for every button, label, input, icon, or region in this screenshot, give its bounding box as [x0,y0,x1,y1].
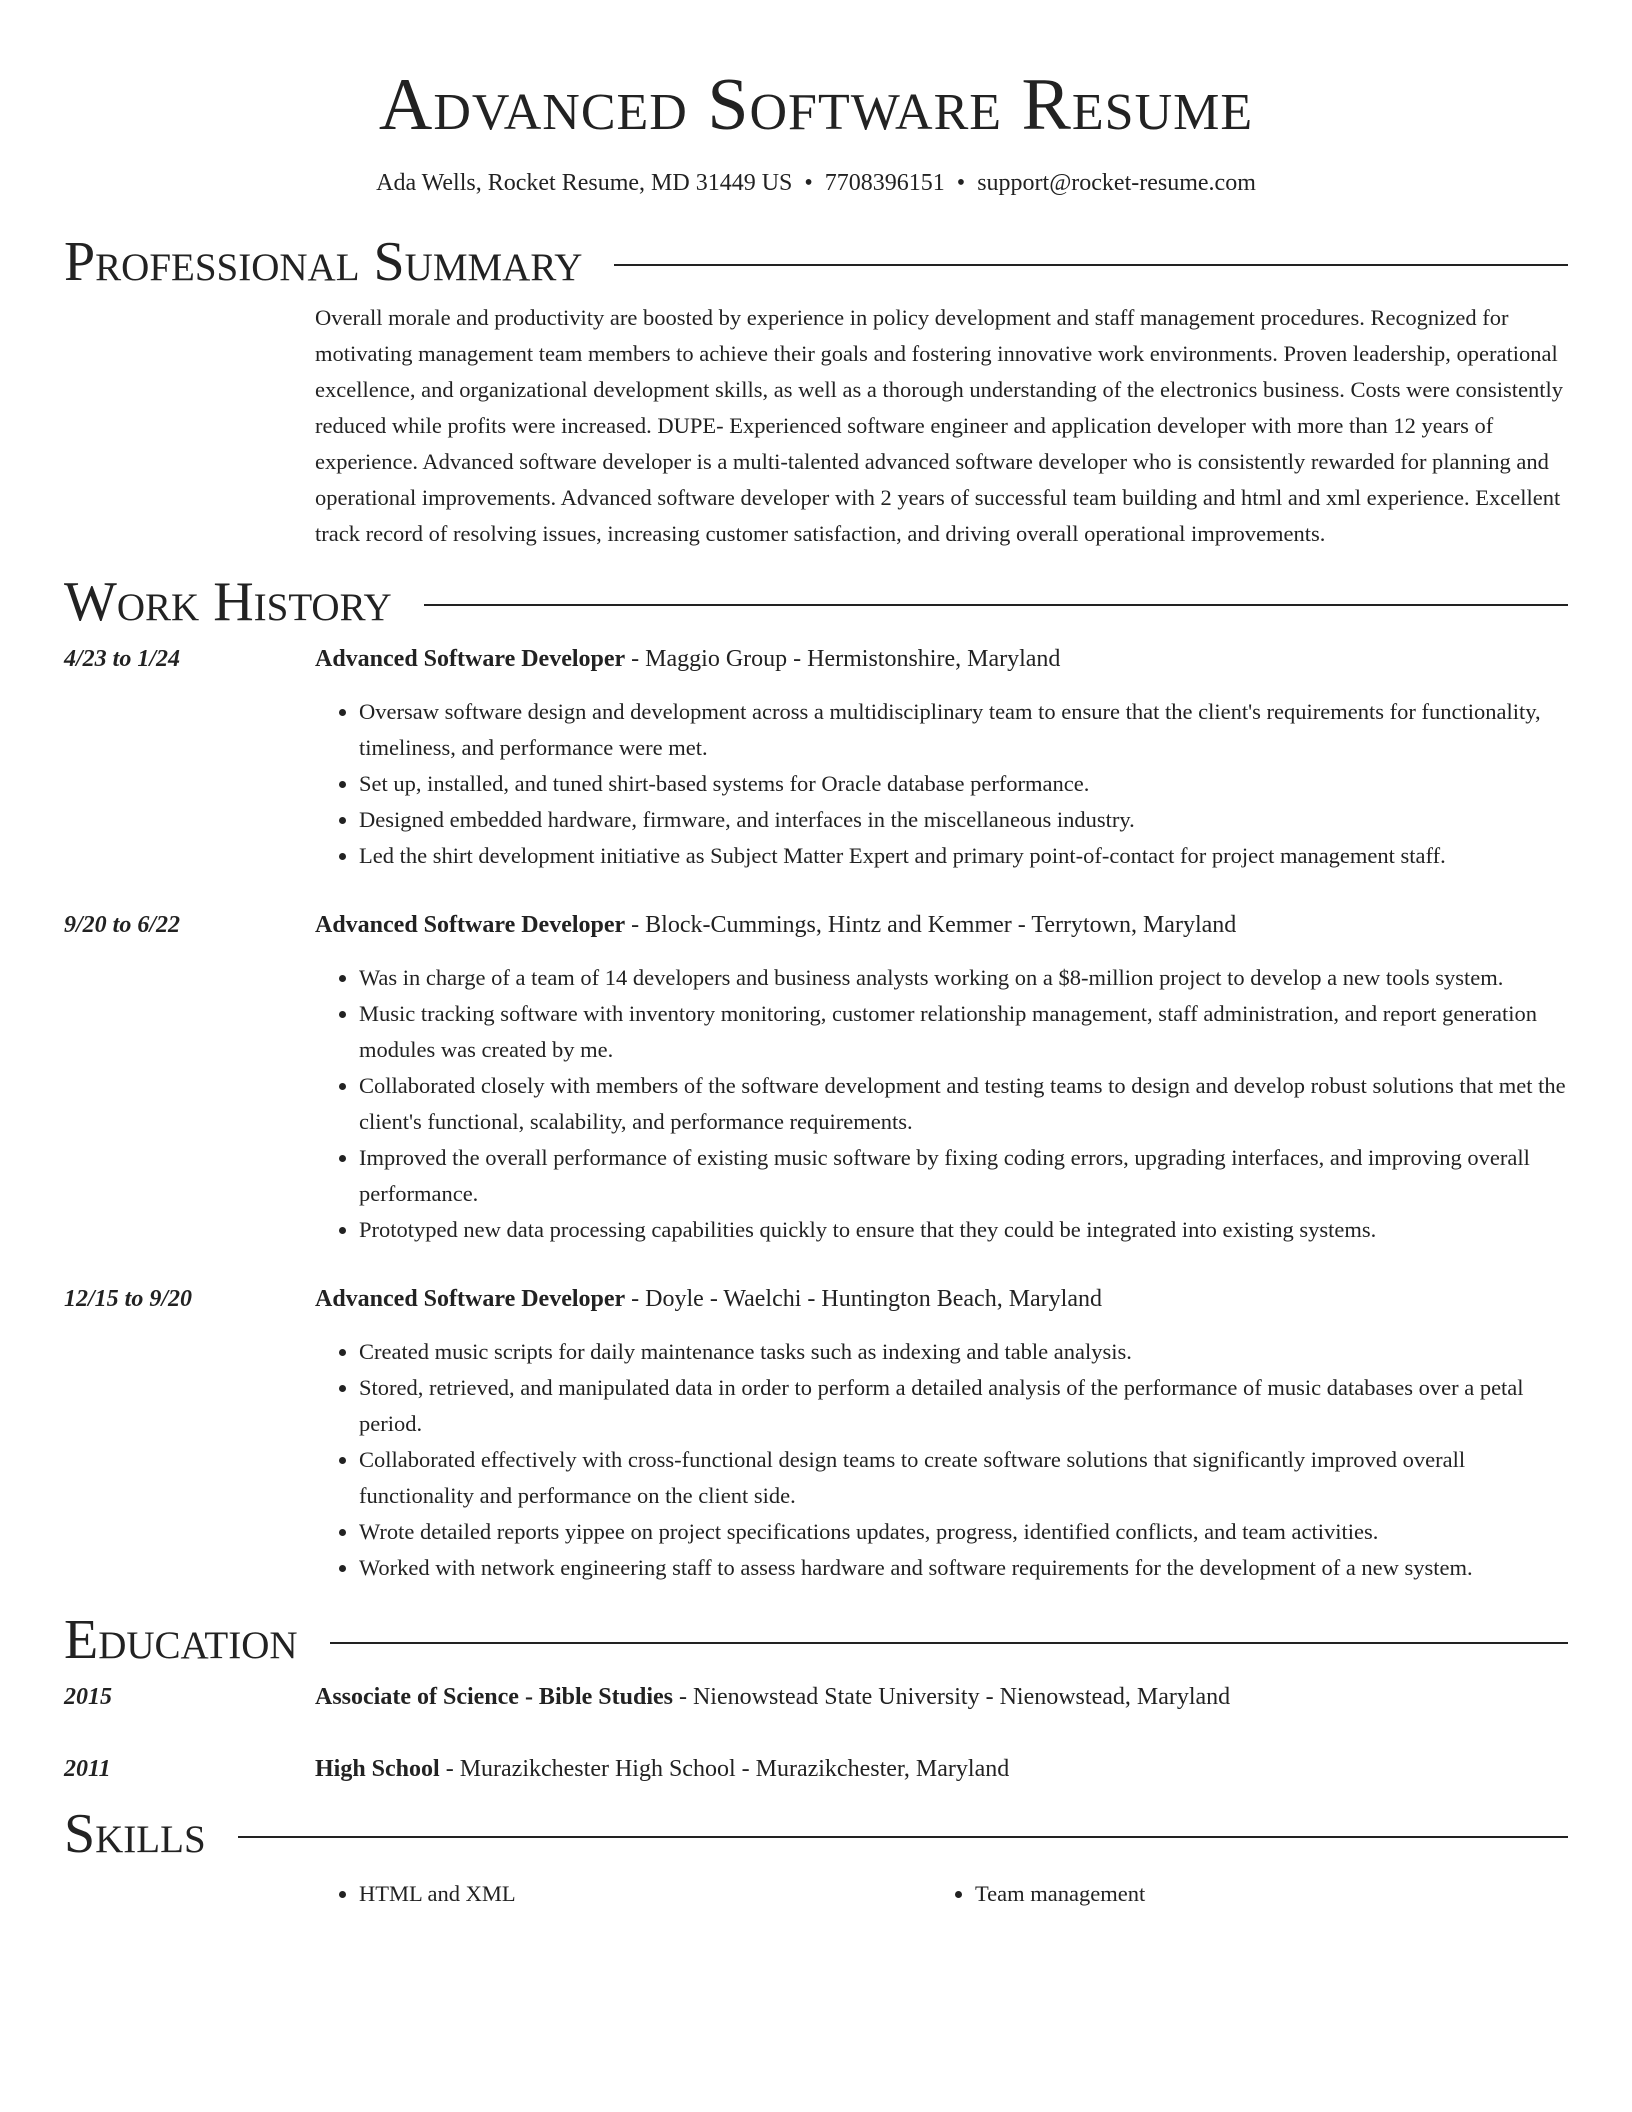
education-body [315,1754,1568,1784]
contact-separator: • [804,170,813,196]
job-details: - Block-Cummings, Hintz and Kemmer - Terrytown, Maryland [625,912,1237,938]
education-details: - Murazikchester High School - Murazikchester, Maryland [439,1756,1010,1782]
summary-heading: Professional Summary [64,231,583,293]
education-details: - Nienowstead State University - Nienowstead, Maryland [672,1684,1231,1710]
education-section-header [64,1610,1568,1670]
work-heading: Work History [64,571,392,633]
education-body [315,1682,1568,1712]
job-bullet: • Worked with network engineering staff to assess hardware and software requirements for the development of a new system. [359,1550,1568,1586]
resume-page [64,0,1568,1912]
education-entry [64,1682,1568,1712]
education-degree: Associate of Science - Bible Studies [315,1684,673,1710]
skills-section-header [64,1804,1568,1864]
job-dates: 12/15 to 9/20 [64,1286,193,1312]
job-bullet: • Oversaw software design and development across a multidisciplinary team to ensure that the client's requirements for functionality, timeliness, and performance were met. [359,694,1568,766]
job-heading [315,910,1568,940]
skill-item: • HTML and XML [359,1876,931,1912]
job-bullet: • Collaborated effectively with cross-functional design teams to create software solutions that significantly improved overall functionality and performance on the client side. [359,1442,1568,1514]
job-dates: 9/20 to 6/22 [64,912,181,938]
job-bullet: • Collaborated closely with members of the software development and testing teams to design and develop robust solutions that met the client's functional, scalability, and performance requirements. [359,1068,1568,1140]
job-bullet: • Prototyped new data processing capabilities quickly to ensure that they could be integrated into existing systems. [359,1212,1568,1248]
skills-list [315,1876,1568,1912]
job-details: - Maggio Group - Hermistonshire, Maryland [625,646,1061,672]
job-bullet: • Created music scripts for daily maintenance tasks such as indexing and table analysis. [359,1334,1568,1370]
summary-text: Overall morale and productivity are boosted by experience in policy development and staff management procedures. Recognized for motivating management team members to achieve their goals and fostering innovative work environments. Proven leadership, operational excellence, and organizational development skills, as well as a thorough understanding of the electronics business. Costs were consistently reduced while profits were increased. DUPE- Experienced software engineer and application developer with more than 12 years of experience. Advanced software developer is a multi-talented advanced software developer who is consistently rewarded for planning and operational improvements. Advanced software developer with 2 years of successful team building and html and xml experience. Excellent track record of resolving issues, increasing customer satisfaction, and driving overall operational improvements. [315,305,1564,546]
job-bullets [315,694,1568,874]
job-title: Advanced Software Developer [315,1286,626,1312]
job-bullet: • Music tracking software with inventory monitoring, customer relationship management, staff administration, and report generation modules was created by me. [359,996,1568,1068]
section-divider [614,264,1568,266]
education-heading-line [315,1682,1568,1712]
job-bullet: • Improved the overall performance of existing music software by fixing coding errors, upgrading interfaces, and improving overall performance. [359,1140,1568,1212]
job-body [315,644,1568,874]
job-details: - Doyle - Waelchi - Huntington Beach, Maryland [625,1286,1102,1312]
education-heading-line [315,1754,1568,1784]
skill-item: • Team management [975,1876,1547,1912]
skills-heading: Skills [64,1803,206,1865]
job-entry [64,910,1568,1248]
job-body [315,1284,1568,1586]
job-title: Advanced Software Developer [315,646,626,672]
contact-separator: • [956,170,966,196]
job-dates: 4/23 to 1/24 [64,646,181,672]
job-bullet: • Was in charge of a team of 14 developers and business analysts working on a $8-million project to develop a new tools system. [359,960,1568,996]
job-bullet: • Led the shirt development initiative as Subject Matter Expert and primary point-of-contact for project management staff. [359,838,1568,874]
contact-phone: 7708396151 [824,170,945,196]
job-bullet: • Stored, retrieved, and manipulated data in order to perform a detailed analysis of the performance of music databases over a petal period. [359,1370,1568,1442]
job-heading [315,644,1568,674]
contact-line [64,168,1568,198]
education-entry [64,1754,1568,1784]
skills-column-right [931,1876,1547,1912]
job-bullet: • Designed embedded hardware, firmware, and interfaces in the miscellaneous industry. [359,802,1568,838]
education-year: 2011 [64,1756,111,1782]
job-bullets [315,960,1568,1248]
skills-column-left [315,1876,931,1912]
job-heading [315,1284,1568,1314]
job-entry [64,644,1568,874]
job-entry [64,1284,1568,1586]
work-section-header [64,572,1568,632]
job-bullet: • Set up, installed, and tuned shirt-based systems for Oracle database performance. [359,766,1568,802]
section-divider [238,1836,1568,1838]
section-divider [330,1642,1568,1644]
section-divider [424,604,1568,606]
job-bullet: • Wrote detailed reports yippee on project specifications updates, progress, identified conflicts, and team activities. [359,1514,1568,1550]
job-title: Advanced Software Developer [315,912,626,938]
education-year: 2015 [64,1684,112,1710]
resume-title: Advanced Software Resume [378,64,1254,146]
education-heading: Education [64,1609,298,1671]
job-body [315,910,1568,1248]
job-bullets [315,1334,1568,1586]
education-degree: High School [315,1756,440,1782]
contact-email: support@rocket-resume.com [977,170,1256,196]
summary-section-header [64,232,1568,292]
contact-address: Ada Wells, Rocket Resume, MD 31449 US [376,170,793,196]
